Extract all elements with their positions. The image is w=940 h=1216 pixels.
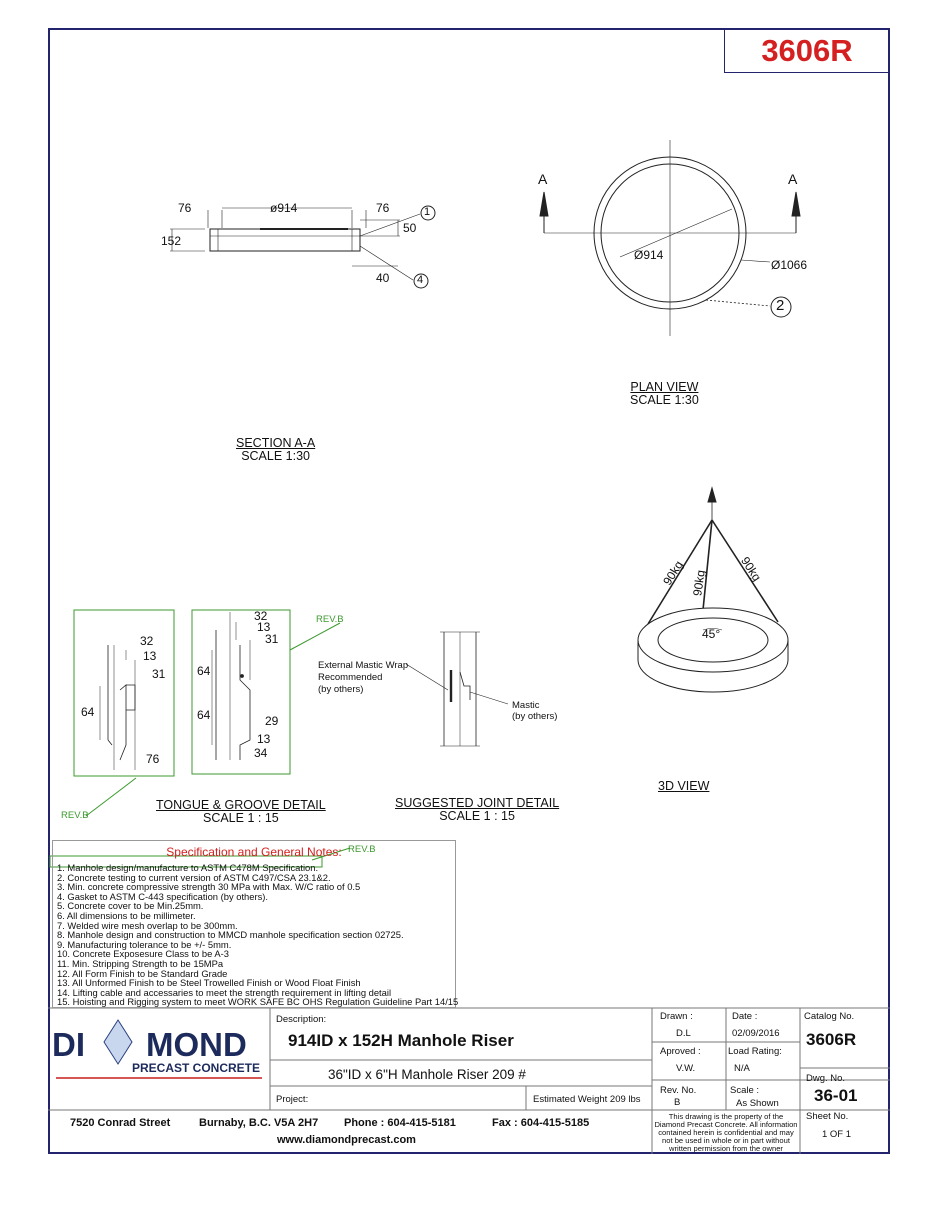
section-mark-left: A xyxy=(538,171,548,187)
callout-4: 4 xyxy=(417,274,424,286)
plan-view-drawing xyxy=(540,140,800,336)
load-right: 90kg xyxy=(738,554,764,584)
groove-dim-13: 13 xyxy=(257,620,271,634)
load-left: 90kg xyxy=(660,558,686,588)
dwg-value: 36-01 xyxy=(814,1086,858,1105)
catalog-value: 3606R xyxy=(806,1030,857,1049)
mastic-label-1: Mastic xyxy=(512,700,540,711)
plan-scale: SCALE 1:30 xyxy=(630,393,699,407)
tongue-dim-13: 13 xyxy=(143,649,157,663)
joint-title-text: SUGGESTED JOINT DETAIL xyxy=(395,796,560,810)
note-item: 13. All Unformed Finish to be Steel Trowelled Finish or Wood Float Finish xyxy=(57,977,361,989)
lift-angle: 45° xyxy=(702,627,721,641)
plan-inner-diameter: Ø914 xyxy=(634,248,664,262)
plan-title-text: PLAN VIEW xyxy=(630,380,699,394)
company-city: Burnaby, B.C. V5A 2H7 xyxy=(199,1117,319,1129)
description-main: 914ID x 152H Manhole Riser xyxy=(288,1031,514,1050)
confidential-line: written permission from the owner xyxy=(669,1144,783,1153)
dim-40: 40 xyxy=(376,271,390,285)
description-sub: 36"ID x 6"H Manhole Riser 209 # xyxy=(328,1067,526,1082)
groove-dim-64-a: 64 xyxy=(197,664,211,678)
confidential-line: This drawing is the property of the xyxy=(668,1112,784,1121)
date-label: Date : xyxy=(732,1011,758,1022)
tongue-dim-64: 64 xyxy=(81,705,95,719)
joint-scale: SCALE 1 : 15 xyxy=(439,809,515,823)
joint-detail-drawing xyxy=(406,632,508,746)
view3d-title xyxy=(658,780,709,793)
tongue-dim-31: 31 xyxy=(152,667,166,681)
description-label: Description: xyxy=(276,1014,327,1025)
joint-title xyxy=(395,797,559,823)
notes-list xyxy=(57,862,459,1008)
dim-50: 50 xyxy=(403,221,417,235)
tongue-dim-32: 32 xyxy=(140,634,154,648)
logo-left: DI xyxy=(52,1026,85,1063)
company-website[interactable]: www.diamondprecast.com xyxy=(277,1134,416,1146)
groove-dim-64-b: 64 xyxy=(197,708,211,722)
catalog-label: Catalog No. xyxy=(804,1011,855,1022)
load-center: 90kg xyxy=(690,569,708,597)
callout-2: 2 xyxy=(776,297,785,314)
callout-1: 1 xyxy=(424,206,431,218)
scale-value: As Shown xyxy=(736,1098,779,1109)
logo-subtitle: PRECAST CONCRETE xyxy=(132,1061,261,1075)
tongue-groove-scale: SCALE 1 : 15 xyxy=(202,811,279,825)
dwg-label: Dwg. No. xyxy=(806,1073,846,1084)
date-value: 02/09/2016 xyxy=(732,1028,780,1039)
section-title xyxy=(236,437,315,463)
note-item: 9. Manufacturing tolerance to be +/- 5mm. xyxy=(57,938,232,950)
rev-b-mark-bottom: REV.B xyxy=(61,810,89,821)
note-item: 3. Min. concrete compressive strength 30 MPa with Max. W/C ratio of 0.5 xyxy=(57,881,361,893)
plan-outer-diameter: Ø1066 xyxy=(771,258,808,272)
rev-b-mark-top: REV.B xyxy=(316,614,344,625)
project-label: Project: xyxy=(276,1094,309,1105)
tongue-dim-76: 76 xyxy=(146,752,160,766)
note-item: 12. All Form Finish to be Standard Grade xyxy=(57,967,228,979)
note-item: 11. Min. Stripping Strength to be 15MPa xyxy=(57,957,224,969)
confidential-line: not be used in whole or in part without xyxy=(662,1136,790,1145)
company-address: 7520 Conrad Street xyxy=(70,1117,171,1129)
dim-914: ø914 xyxy=(270,201,298,215)
section-a-a-drawing xyxy=(170,206,435,288)
note-item: 15. Hoisting and Rigging system to meet WORK SAFE BC OHS Regulation Guideline Part 14/15 xyxy=(57,996,459,1008)
groove-dim-29: 29 xyxy=(265,714,279,728)
load-rating-label: Load Rating: xyxy=(728,1046,782,1057)
3d-view-drawing xyxy=(638,488,788,692)
scale-label: Scale : xyxy=(730,1085,760,1096)
dim-76-right: 76 xyxy=(376,201,390,215)
note-item: 14. Lifting cable and accessaries to meet the strength requirement in lifting detail xyxy=(57,986,392,998)
tongue-profile xyxy=(100,645,135,770)
note-item: 7. Welded wire mesh overlap to be 300mm. xyxy=(57,919,238,931)
groove-dim-34: 34 xyxy=(254,746,268,760)
groove-dim-32: 32 xyxy=(254,609,268,623)
drawn-label: Drawn : xyxy=(660,1011,693,1022)
note-item: 5. Concrete cover to be Min.25mm. xyxy=(57,900,204,912)
notes-panel xyxy=(52,840,459,1008)
catalog-badge: 3606R xyxy=(724,28,890,73)
drawn-value: D.L xyxy=(676,1028,691,1039)
sheet-label: Sheet No. xyxy=(806,1111,849,1122)
note-item: 10. Concrete Exposesure Class to be A-3 xyxy=(57,948,229,960)
section-scale: SCALE 1:30 xyxy=(241,449,310,463)
tongue-groove-title-text: TONGUE & GROOVE DETAIL xyxy=(156,798,326,812)
note-item: 8. Manhole design and construction to MMCD manhole specification section 02725. xyxy=(57,929,404,941)
note-item: 6. All dimensions to be millimeter. xyxy=(57,909,196,921)
note-item: 4. Gasket to ASTM C-443 specification (by others). xyxy=(57,890,269,902)
section-mark-right: A xyxy=(788,171,798,187)
notes-heading: Specification and General Notes: xyxy=(166,845,342,859)
sheet-value: 1 OF 1 xyxy=(822,1129,852,1140)
rev-value: B xyxy=(674,1097,681,1108)
company-phone: Phone : 604-415-5181 xyxy=(344,1117,456,1129)
approved-label: Aproved : xyxy=(660,1046,701,1057)
plan-title xyxy=(630,381,699,407)
confidentiality-notice xyxy=(652,1113,800,1153)
dim-152: 152 xyxy=(161,234,182,248)
load-rating-value: N/A xyxy=(734,1063,750,1074)
groove-dim-13b: 13 xyxy=(257,732,271,746)
note-item: 2. Concrete testing to current version of ASTM C497/CSA 23.1&2. xyxy=(57,871,331,883)
logo-right: MOND xyxy=(146,1026,247,1063)
dim-76-left: 76 xyxy=(178,201,192,215)
groove-profile xyxy=(212,612,250,760)
wrap-label-3: (by others) xyxy=(318,684,364,695)
wrap-label-2: Recommended xyxy=(318,672,383,683)
section-title-text: SECTION A-A xyxy=(236,436,316,450)
note-item: 1. Manhole design/manufacture to ASTM C478M Specification. xyxy=(57,862,319,873)
tongue-groove-title xyxy=(156,799,326,825)
view3d-title-text: 3D VIEW xyxy=(658,779,710,793)
confidential-line: Diamond Precast Concrete. All information xyxy=(654,1120,798,1129)
notes-rev-b-mark: REV.B xyxy=(348,844,376,855)
wrap-label-1: External Mastic Wrap xyxy=(318,660,409,671)
estimated-weight: Estimated Weight 209 lbs xyxy=(533,1094,641,1105)
approved-value: V.W. xyxy=(676,1063,696,1074)
company-fax: Fax : 604-415-5185 xyxy=(492,1117,590,1129)
confidential-line: contained herein is confidential and may xyxy=(658,1128,794,1137)
groove-dim-31: 31 xyxy=(265,632,279,646)
rev-label: Rev. No. xyxy=(660,1085,697,1096)
mastic-label-2: (by others) xyxy=(512,711,558,722)
